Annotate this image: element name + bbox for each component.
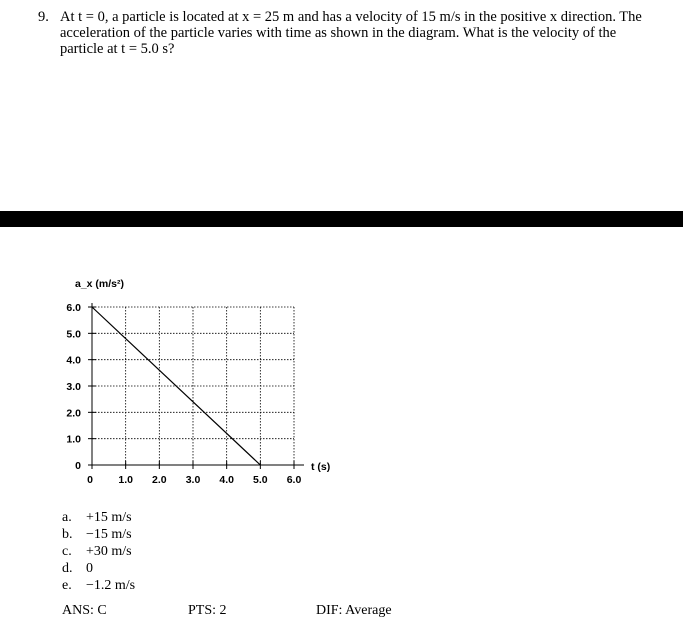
x-tick-label: 3.0 xyxy=(185,474,201,486)
x-tick-label: 1.0 xyxy=(118,474,133,486)
x-tick-label: 0 xyxy=(87,474,93,486)
answer-key: ANS: C xyxy=(62,603,107,618)
x-tick-label: 2.0 xyxy=(152,474,167,486)
y-tick-label: 2.0 xyxy=(66,407,81,420)
chart-grid xyxy=(92,307,294,465)
choice-e: e. −1.2 m/s xyxy=(62,578,136,593)
answer-choices xyxy=(62,509,135,594)
y-tick-label: 4.0 xyxy=(66,354,81,367)
x-axis-label: t (s) xyxy=(311,461,331,473)
question-number: 9. xyxy=(38,9,49,25)
points: PTS: 2 xyxy=(188,603,227,618)
answer-footer xyxy=(62,603,662,621)
y-tick-label: 1.0 xyxy=(66,433,81,446)
choice-a: a. +15 m/s xyxy=(62,510,132,525)
difficulty: DIF: Average xyxy=(316,603,392,618)
x-tick-label: 4.0 xyxy=(219,474,234,486)
choice-c: c. +30 m/s xyxy=(62,544,132,559)
y-tick-label: 0 xyxy=(75,460,81,472)
choice-d: d. 0 xyxy=(62,561,93,576)
scan-band xyxy=(0,211,683,227)
question-text: At t = 0, a particle is located at x = 25 m and has a velocity of 15 m/s in the positive x direction. The acceleration of the particle varies with time as shown in the diagram. What is the velocity of the particle at t = 5.0 s? xyxy=(60,9,642,57)
y-tick-labels xyxy=(66,302,81,472)
y-axis-label: a_x (m/s²) xyxy=(75,278,125,290)
x-tick-label: 5.0 xyxy=(253,474,268,486)
y-tick-label: 6.0 xyxy=(66,302,81,314)
choice-b: b. −15 m/s xyxy=(62,527,132,542)
y-tick-label: 3.0 xyxy=(66,381,81,393)
x-tick-labels xyxy=(87,474,301,486)
y-tick-label: 5.0 xyxy=(66,328,81,341)
x-tick-label: 6.0 xyxy=(286,474,302,486)
acceleration-chart xyxy=(0,265,683,505)
